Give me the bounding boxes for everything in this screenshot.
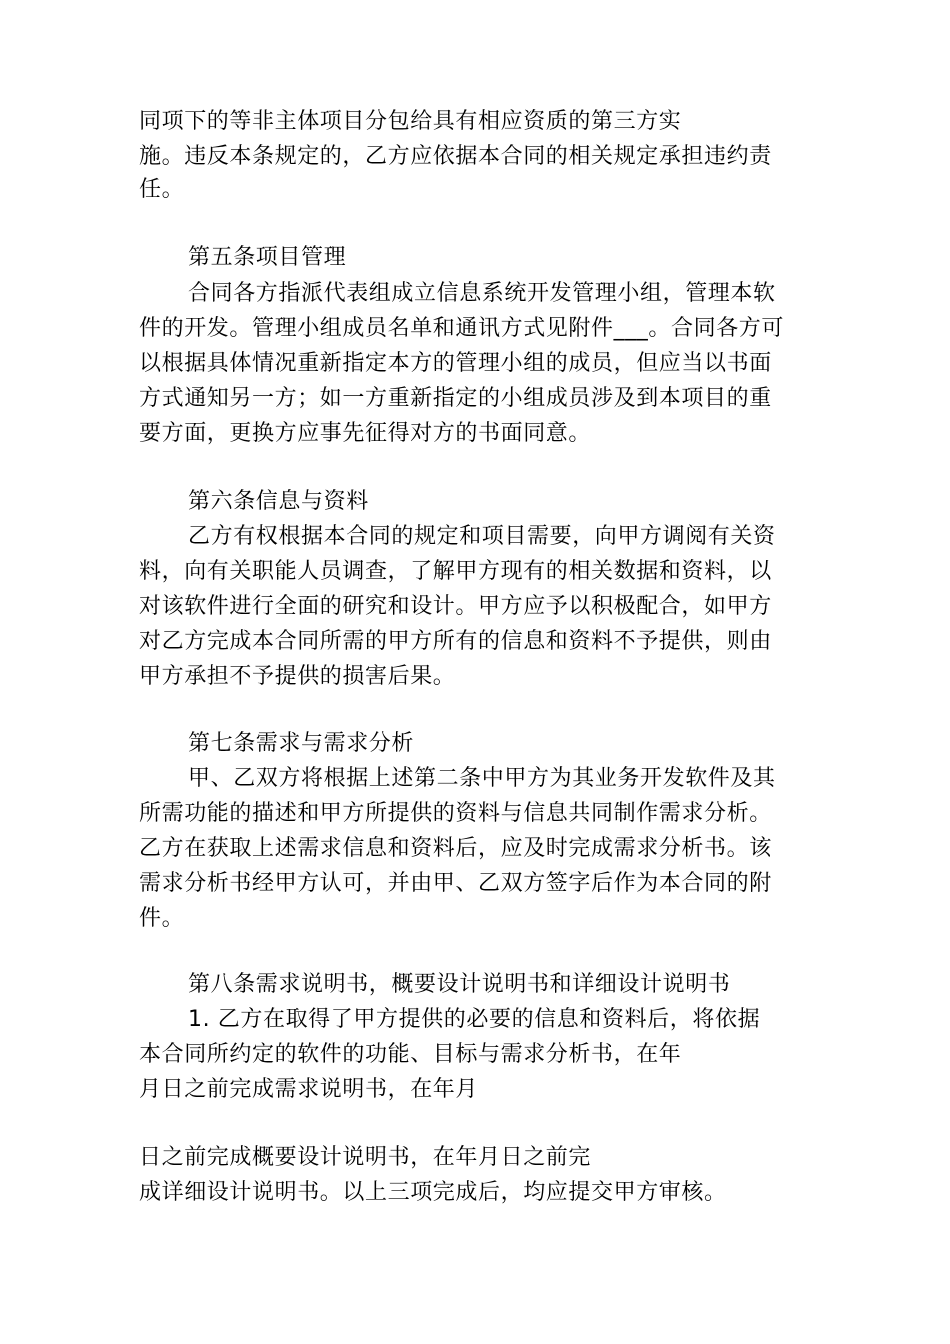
text-line: 料，向有关职能人员调查，了解甲方现有的相关数据和资料，以 xyxy=(139,559,772,584)
text-line: 乙方有权根据本合同的规定和项目需要，向甲方调阅有关资 xyxy=(188,524,776,549)
text-line: 要方面，更换方应事先征得对方的书面同意。 xyxy=(139,421,592,446)
text-line: 1. 乙方在取得了甲方提供的必要的信息和资料后，将依据 xyxy=(188,1007,761,1032)
text-line: 对乙方完成本合同所需的甲方所有的信息和资料不予提供，则由 xyxy=(139,629,772,654)
text-line: 以根据具体情况重新指定本方的管理小组的成员，但应当以书面 xyxy=(139,351,772,376)
article-8-heading: 第八条需求说明书，概要设计说明书和详细设计说明书 xyxy=(188,972,731,997)
text-line: 本合同所约定的软件的功能、目标与需求分析书，在年 xyxy=(139,1042,682,1067)
text-line: 所需功能的描述和甲方所提供的资料与信息共同制作需求分析。 xyxy=(139,801,772,826)
text-line: 同项下的等非主体项目分包给具有相应资质的第三方实 xyxy=(139,109,682,134)
text-line: 合同各方指派代表组成立信息系统开发管理小组，管理本软 xyxy=(188,281,776,306)
text-line: 月日之前完成需求说明书，在年月 xyxy=(139,1077,479,1102)
text-line: 施。违反本条规定的，乙方应依据本合同的相关规定承担违约责 xyxy=(139,144,772,169)
article-6-heading: 第六条信息与资料 xyxy=(188,489,369,514)
text-line: 件的开发。管理小组成员名单和通讯方式见附件___。合同各方可 xyxy=(139,316,785,341)
text-line: 甲方承担不予提供的损害后果。 xyxy=(139,664,456,689)
article-7-heading: 第七条需求与需求分析 xyxy=(188,731,415,756)
text-line: 方式通知另一方；如一方重新指定的小组成员涉及到本项目的重 xyxy=(139,386,772,411)
text-line: 日之前完成概要设计说明书，在年月日之前完 xyxy=(139,1145,592,1170)
text-line: 对该软件进行全面的研究和设计。甲方应予以积极配合，如甲方 xyxy=(139,594,772,619)
text-line: 需求分析书经甲方认可，并由甲、乙双方签字后作为本合同的附 xyxy=(139,871,772,896)
text-line: 任。 xyxy=(139,177,185,202)
text-line: 乙方在获取上述需求信息和资料后，应及时完成需求分析书。该 xyxy=(139,836,772,861)
text-line: 件。 xyxy=(139,906,185,931)
text-line: 成详细设计说明书。以上三项完成后，均应提交甲方审核。 xyxy=(139,1180,727,1205)
article-5-heading: 第五条项目管理 xyxy=(188,245,347,270)
text-line: 甲、乙双方将根据上述第二条中甲方为其业务开发软件及其 xyxy=(188,766,776,791)
